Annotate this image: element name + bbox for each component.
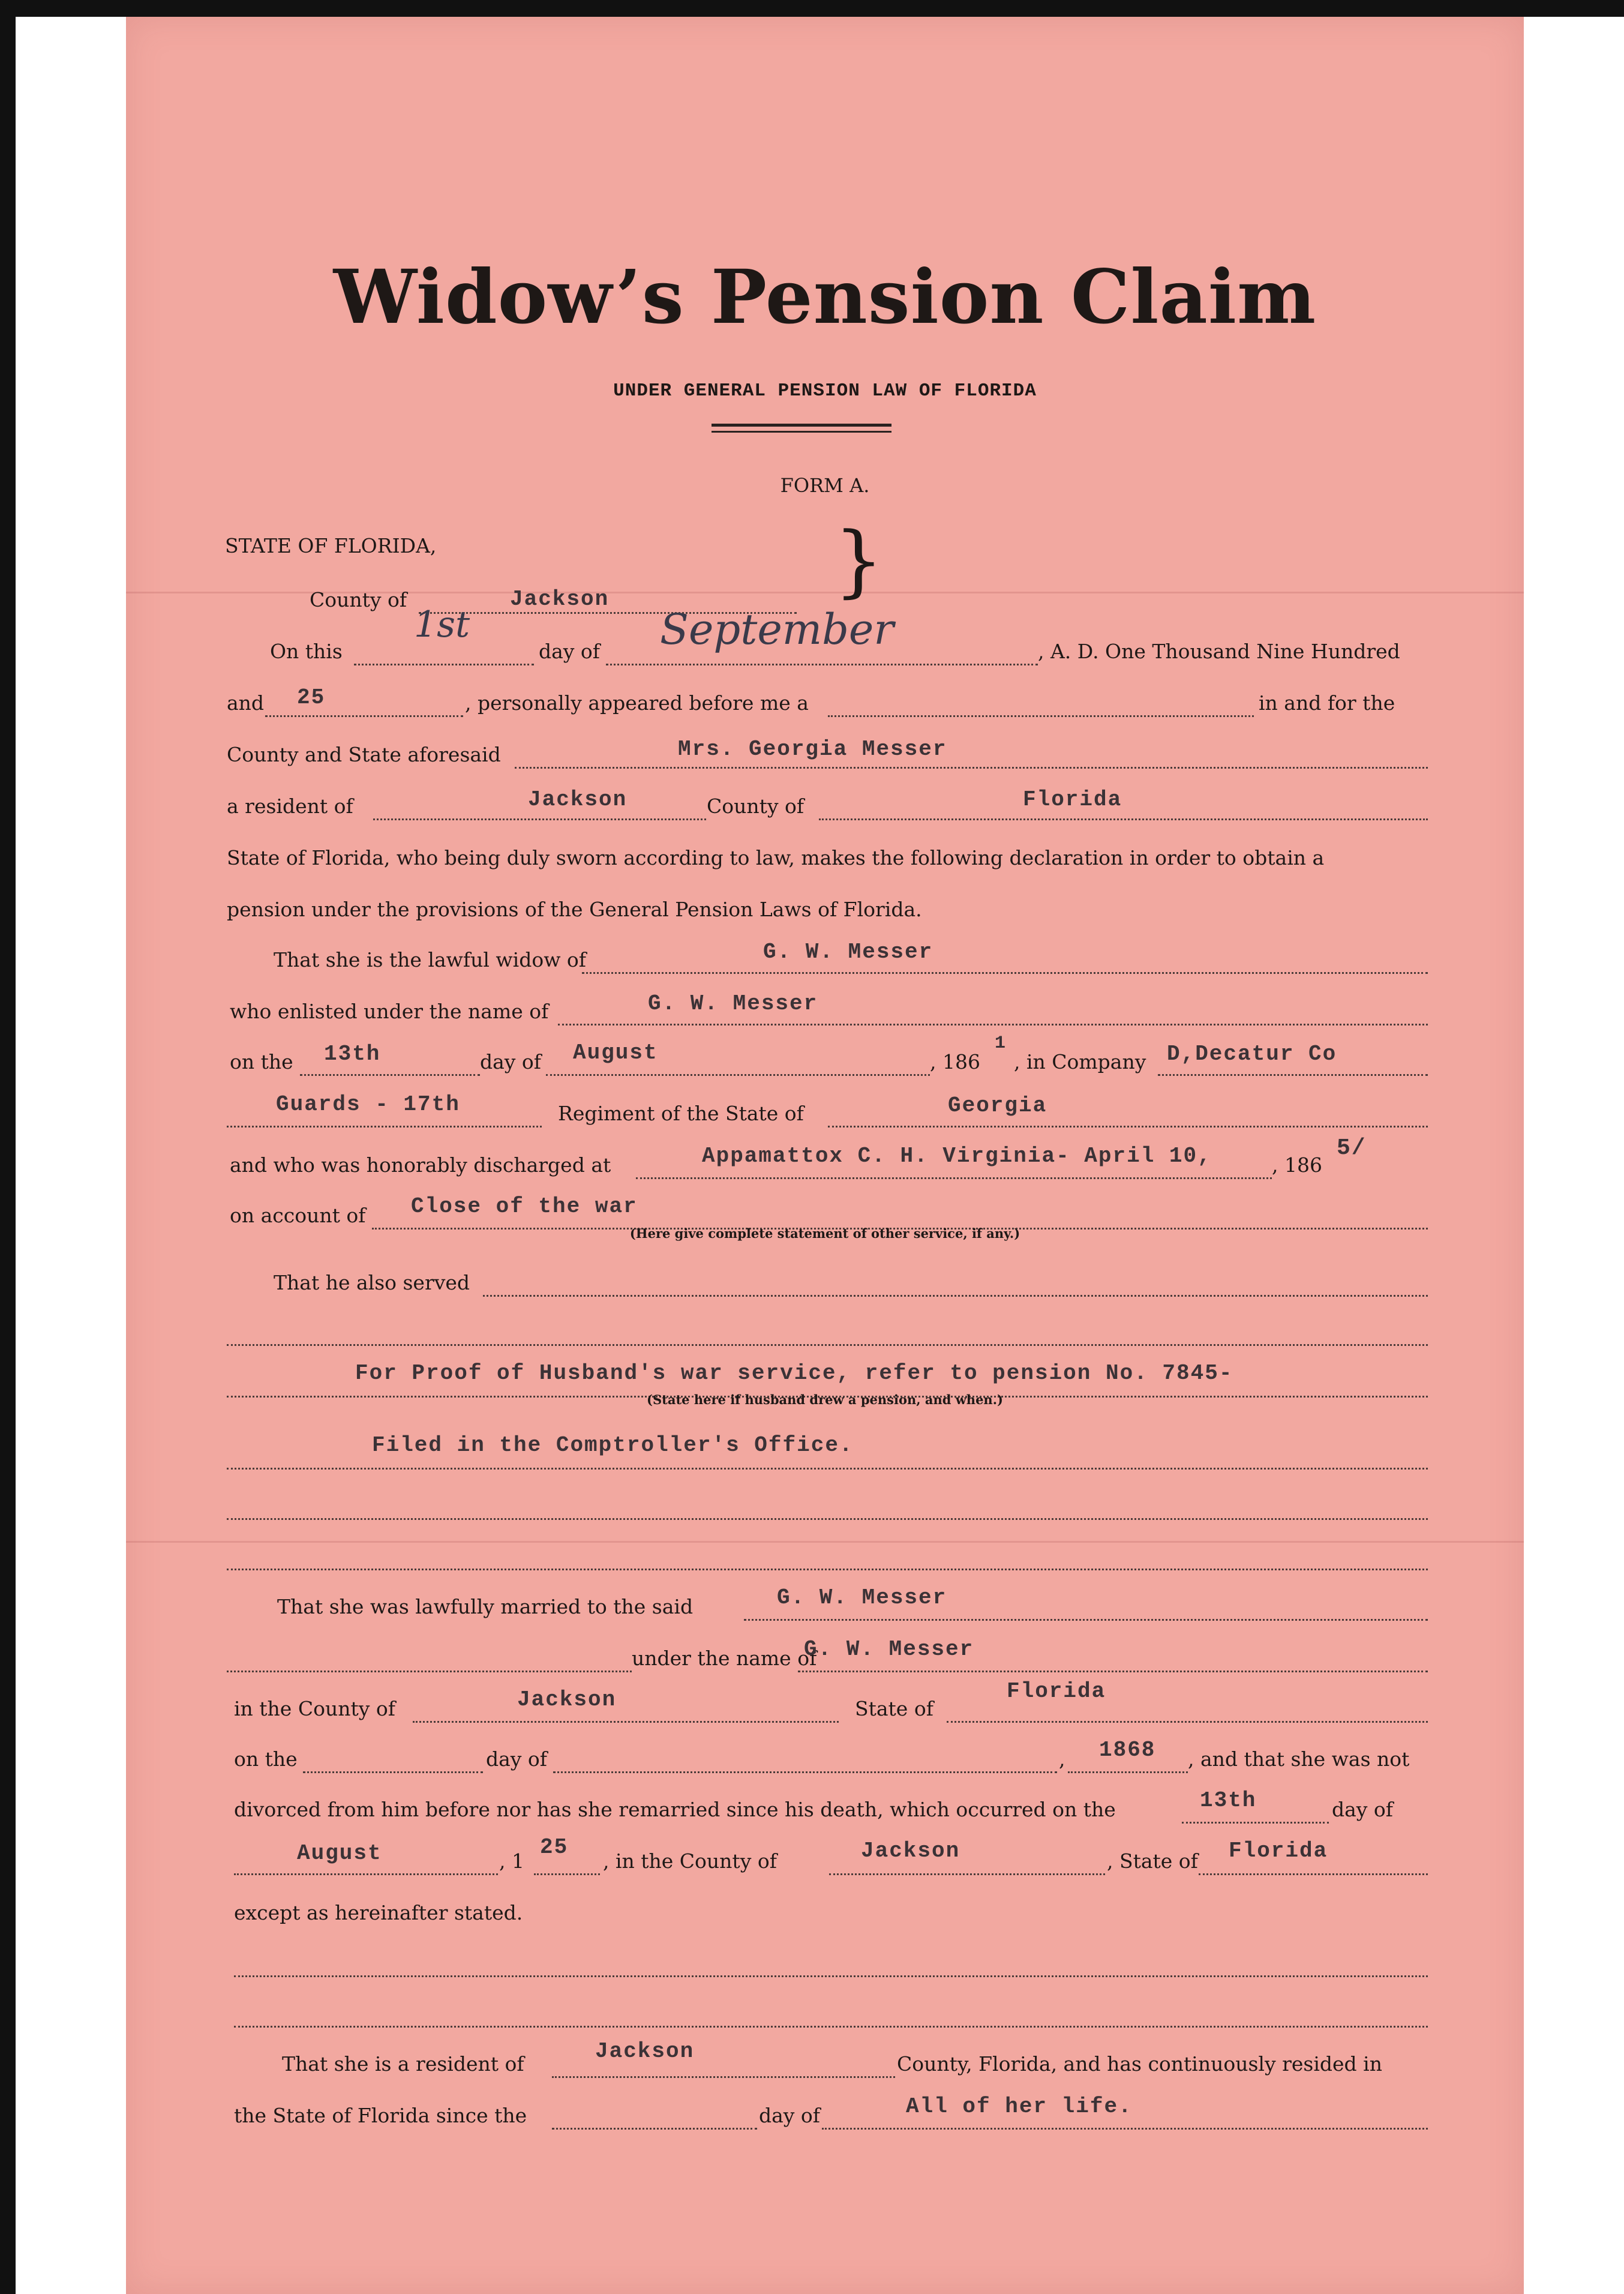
resident-text: That she is a resident of: [282, 2052, 524, 2076]
marriage-county: Jackson: [517, 1687, 617, 1712]
death-state-text: , State of: [1107, 1849, 1198, 1873]
marriage-day-of-label: day of: [486, 1747, 548, 1771]
death-day-of-label: day of: [1332, 1798, 1394, 1821]
account-value: Close of the war: [411, 1194, 638, 1219]
extra-blank: [227, 1493, 1428, 1520]
under-name-label: under the name of: [632, 1647, 817, 1670]
title-rule: [712, 424, 891, 427]
widow-of-label: That she is the lawful widow of: [274, 948, 587, 971]
state-label: STATE OF FLORIDA,: [225, 534, 437, 557]
fold-line: [126, 1541, 1524, 1543]
proof-value: For Proof of Husband's war service, refer to pension No. 7845-: [355, 1361, 1233, 1386]
married-value: G. W. Messer: [777, 1585, 947, 1610]
since-value: All of her life.: [906, 2094, 1133, 2119]
on-the-label: on the: [230, 1050, 293, 1073]
divorced-text: divorced from him before nor has she remarried since his death, which occurred on the: [234, 1798, 1116, 1821]
county2-value: Florida: [1023, 787, 1122, 812]
marriage-day-blank: [303, 1746, 483, 1773]
day-of-label: day of: [480, 1050, 542, 1073]
state-blank: [828, 1100, 1428, 1127]
also-served-label: That he also served: [274, 1271, 470, 1294]
death-state: Florida: [1229, 1839, 1328, 1863]
except-blank-2: [234, 2001, 1428, 2028]
discharge-year-prefix: , 186: [1272, 1153, 1322, 1177]
death-county: Jackson: [861, 1839, 960, 1863]
since-text: the State of Florida since the: [234, 2104, 527, 2127]
except-text: except as hereinafter stated.: [234, 1901, 523, 1924]
discharged-text: and who was honorably discharged at: [230, 1153, 611, 1177]
death-year-prefix: , 1: [499, 1849, 524, 1873]
discharged-value: Appamattox C. H. Virginia- April 10,: [702, 1144, 1212, 1168]
year-value: 25: [297, 685, 326, 710]
month-value: September: [660, 605, 894, 654]
day-of-label: day of: [539, 640, 601, 663]
enlist-day: 13th: [324, 1042, 381, 1066]
since-day-of-label: day of: [759, 2104, 821, 2127]
and-label: and: [227, 691, 265, 715]
regiment-text: Regiment of the State of: [558, 1102, 804, 1125]
resident2-value: Jackson: [595, 2039, 695, 2064]
death-day: 13th: [1200, 1788, 1257, 1813]
form-sheet: [126, 17, 1524, 2294]
death-year: 25: [540, 1835, 569, 1860]
marriage-year-prefix: ,: [1059, 1747, 1065, 1771]
also-served-blank: [483, 1270, 1428, 1297]
married-text: That she was lawfully married to the said: [277, 1595, 694, 1618]
death-month: August: [297, 1841, 382, 1866]
ad-text: , A. D. One Thousand Nine Hundred: [1038, 640, 1400, 663]
in-county-of-label: in the County of: [234, 1697, 395, 1720]
filed-value: Filed in the Comptroller's Office.: [372, 1433, 854, 1458]
in-and-for-text: in and for the: [1259, 691, 1395, 715]
widow-value: G. W. Messer: [763, 940, 933, 964]
widow-blank: [582, 947, 1428, 974]
under-name-pre-blank: [227, 1645, 632, 1672]
form-subtitle: UNDER GENERAL PENSION LAW OF FLORIDA: [613, 380, 1037, 401]
form-title: Widow’s Pension Claim: [333, 254, 1317, 341]
county2-blank: [819, 793, 1428, 820]
company-value: D,Decatur Co: [1167, 1042, 1337, 1066]
county-value: Jackson: [510, 587, 610, 611]
resident-of-label: a resident of: [227, 794, 353, 818]
enlist-year-digit: 1: [995, 1033, 1007, 1054]
death-county-text: , in the County of: [603, 1849, 777, 1873]
marriage-year: 1868: [1099, 1738, 1156, 1762]
regiment-value: Guards - 17th: [276, 1092, 460, 1117]
marriage-on-the-label: on the: [234, 1747, 298, 1771]
officer-blank: [828, 690, 1254, 717]
personally-text: , personally appeared before me a: [465, 691, 809, 715]
other-service-note: (Here give complete statement of other service, if any.): [629, 1226, 1020, 1241]
on-this-label: On this: [270, 640, 343, 663]
enlisted-value: G. W. Messer: [648, 991, 818, 1016]
county-label: County of: [310, 588, 407, 611]
year-blank: [265, 690, 463, 717]
claimant-value: Mrs. Georgia Messer: [678, 737, 947, 761]
enlisted-label: who enlisted under the name of: [230, 1000, 549, 1023]
on-account-label: on account of: [230, 1204, 366, 1227]
also-served-blank-2: [227, 1319, 1428, 1346]
scan-border-top: [0, 0, 1624, 17]
county-of-label: County of: [707, 794, 805, 818]
sworn-text: State of Florida, who being duly sworn according to law, makes the following declaration in order to obtain a: [227, 846, 1325, 869]
in-company-label: , in Company: [1014, 1050, 1146, 1073]
state-of-label: State of: [855, 1697, 933, 1720]
claimant-blank: [515, 742, 1428, 769]
marriage-month-blank: [553, 1746, 1057, 1773]
aforesaid-label: County and State aforesaid: [227, 743, 501, 766]
marriage-state: Florida: [1007, 1679, 1106, 1704]
since-day-blank: [552, 2103, 757, 2130]
brace: }: [834, 515, 884, 606]
discharge-year-digit: 5/: [1337, 1135, 1367, 1161]
form-label: FORM A.: [780, 474, 870, 497]
continuously-text: County, Florida, and has continuously resided in: [897, 2052, 1382, 2076]
year-prefix: , 186: [930, 1050, 980, 1073]
marriage-county-blank: [413, 1696, 839, 1723]
pension-text: pension under the provisions of the General Pension Laws of Florida.: [227, 898, 922, 921]
under-name-value: G. W. Messer: [804, 1637, 974, 1662]
scan-border-left: [0, 17, 16, 2294]
not-divorced-text: , and that she was not: [1188, 1747, 1410, 1771]
resident-value: Jackson: [528, 787, 628, 812]
title-rule: [712, 431, 891, 433]
extra-blank-2: [227, 1543, 1428, 1570]
day-value: 1st: [414, 604, 470, 646]
except-blank: [234, 1950, 1428, 1977]
husband-note: (State here if husband drew a pension, and when.): [647, 1392, 1003, 1407]
state-value: Georgia: [948, 1093, 1047, 1118]
enlist-month: August: [573, 1040, 658, 1065]
